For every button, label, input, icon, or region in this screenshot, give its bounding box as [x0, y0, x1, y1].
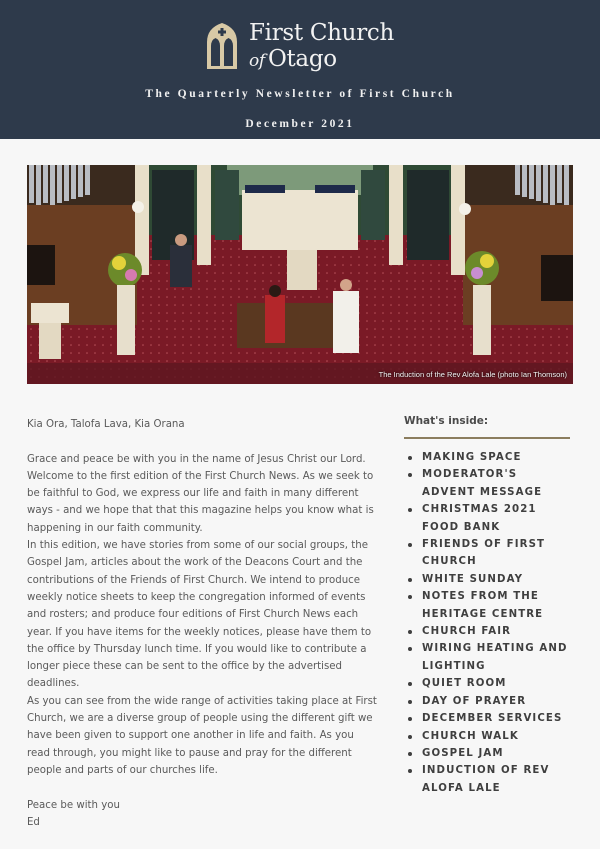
church-window-icon: [205, 22, 239, 70]
bullet-icon: [408, 456, 412, 460]
contents-item[interactable]: [404, 588, 570, 623]
whats-inside-title: What's inside:: [404, 415, 489, 427]
contents-item[interactable]: [404, 536, 570, 571]
bullet-icon: [408, 595, 412, 599]
greeting: Kia Ora, Talofa Lava, Kia Orana: [27, 419, 185, 430]
contents-item[interactable]: [404, 728, 570, 745]
contents-item[interactable]: [404, 762, 570, 797]
contents-item-label: NOTES FROM THE HERITAGE CENTRE: [422, 591, 544, 620]
contents-item-label: CHRISTMAS 2021 FOOD BANK: [422, 504, 537, 533]
logo-otago: Otago: [267, 46, 337, 72]
contents-item-label: QUIET ROOM: [422, 678, 507, 690]
letter-paragraph: Grace and peace be with you in the name of Jesus Christ our Lord. Welcome to the first edition of the First Church News. As we seek to be faithful to God, we express our life and faith in many different ways - and we hope that that this magazine helps you know what is happening in our faith community.: [27, 453, 374, 534]
contents-list: [404, 449, 570, 797]
contents-item-label: INDUCTION OF REV ALOFA LALE: [422, 765, 550, 794]
masthead: [0, 0, 600, 139]
contents-item[interactable]: [404, 623, 570, 640]
contents-item[interactable]: [404, 501, 570, 536]
logo-subtitle: [249, 46, 394, 74]
bullet-icon: [408, 682, 412, 686]
induction-photo: [27, 165, 573, 384]
bullet-icon: [408, 735, 412, 739]
contents-item-label: DECEMBER SERVICES: [422, 713, 563, 725]
contents-item-label: MAKING SPACE: [422, 452, 522, 463]
contents-item-label: CHURCH WALK: [422, 730, 519, 742]
bullet-icon: [408, 717, 412, 721]
contents-item-label: CHURCH FAIR: [422, 626, 512, 638]
letter-paragraph: In this edition, we have stories from some of our social groups, the Gospel Jam, articles about the work of the Deacons Court and the contributions of the Friends of First Church. We intend to produce weekly notice sheets to keep the congregation informed of events and rosters; and produce four editions of First Church News each year. If you have items for the weekly notices, please have them to the office by Thursday lunch time. If you would like to contribute a longer piece these can be sent to the office by the advertised deadlines.: [27, 540, 372, 690]
contents-item[interactable]: [404, 745, 570, 762]
bullet-icon: [408, 508, 412, 512]
bullet-icon: [408, 630, 412, 634]
contents-item[interactable]: [404, 693, 570, 710]
contents-item[interactable]: [404, 571, 570, 588]
contents-item[interactable]: [404, 640, 570, 675]
contents-item-label: FRIENDS OF FIRST CHURCH: [422, 539, 546, 568]
logo: [205, 20, 394, 74]
editor-letter: [27, 416, 377, 831]
whats-inside-panel: [404, 415, 570, 797]
contents-item[interactable]: [404, 710, 570, 727]
divider: [404, 437, 570, 439]
letter-paragraph: As you can see from the wide range of activities taking place at First Church, we are a diverse group of people using the different gift we have been given to support one another in life and faith. As you read through, you might like to pause and pray for the different people and parts of our churches life.: [27, 695, 377, 776]
bullet-icon: [408, 578, 412, 582]
logo-of: of: [249, 51, 265, 71]
contents-item[interactable]: [404, 449, 570, 466]
photo-caption: The Induction of the Rev Alofa Lale (photo Ian Thomson): [378, 370, 567, 379]
bullet-icon: [408, 647, 412, 651]
church-interior-image: [27, 165, 573, 384]
contents-item-label: GOSPEL JAM: [422, 747, 504, 759]
signoff: Peace be with you: [27, 799, 120, 811]
contents-item-label: WHITE SUNDAY: [422, 573, 524, 585]
newsletter-subtitle: The Quarterly Newsletter of First Church: [145, 88, 455, 100]
bullet-icon: [408, 700, 412, 704]
contents-item-label: DAY OF PRAYER: [422, 695, 527, 707]
contents-item-label: WIRING HEATING AND LIGHTING: [422, 643, 568, 672]
bullet-icon: [408, 752, 412, 756]
logo-title: First Church: [249, 20, 394, 46]
contents-item[interactable]: [404, 466, 570, 501]
bullet-icon: [408, 769, 412, 773]
contents-item[interactable]: [404, 675, 570, 692]
contents-item-label: MODERATOR'S ADVENT MESSAGE: [422, 469, 543, 498]
issue-date: December 2021: [245, 118, 355, 130]
signature: Ed: [27, 816, 40, 828]
bullet-icon: [408, 473, 412, 477]
bullet-icon: [408, 543, 412, 547]
